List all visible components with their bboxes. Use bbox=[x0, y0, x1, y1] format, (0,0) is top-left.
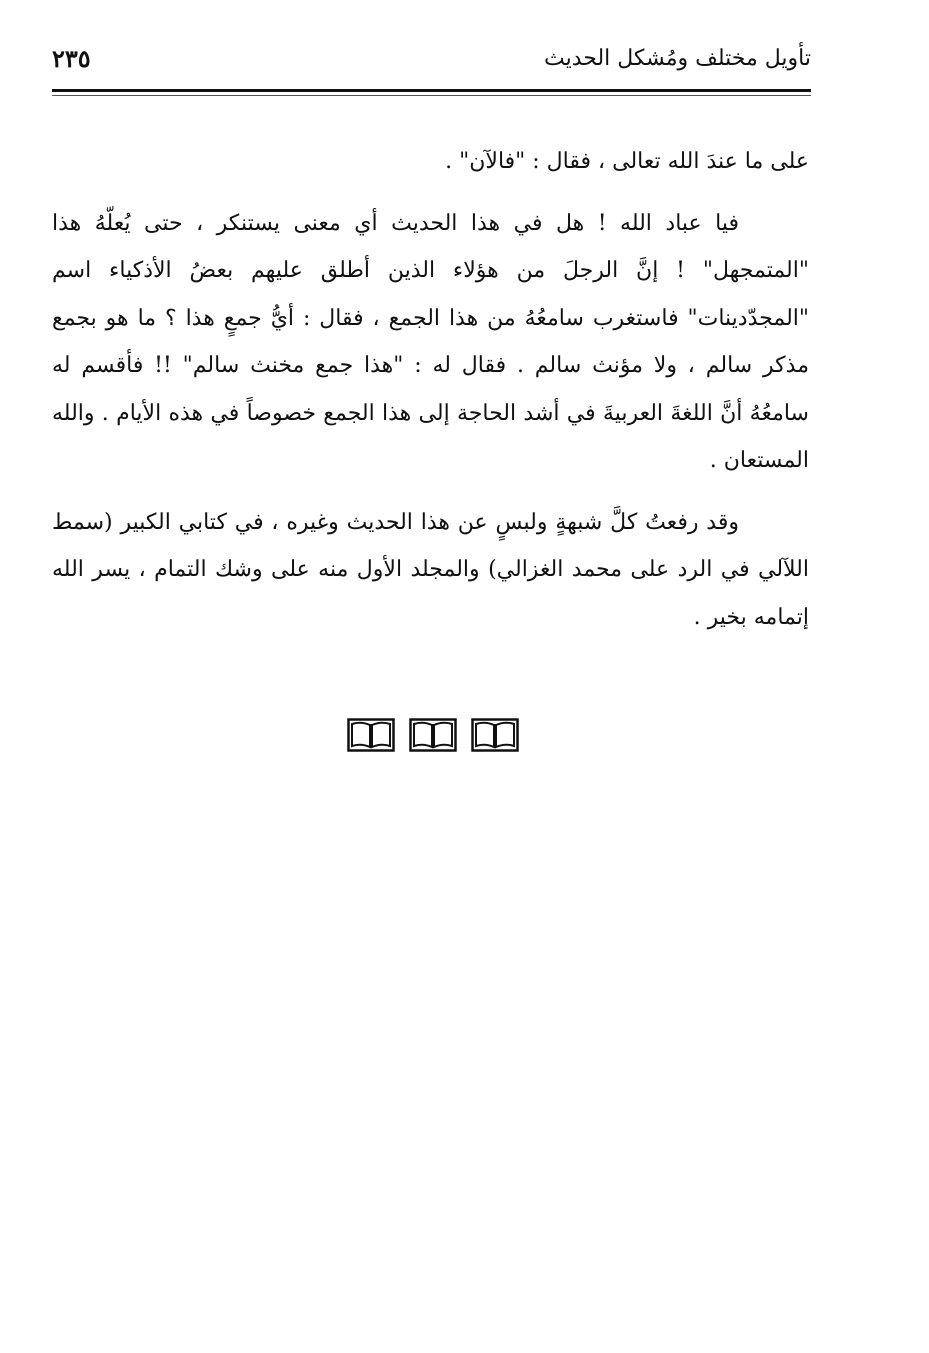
page-number: ٢٣٥ bbox=[52, 44, 91, 73]
running-title: تأويل مختلف ومُشكل الحديث bbox=[543, 46, 811, 71]
end-ornament bbox=[347, 717, 519, 753]
body-text bbox=[52, 138, 809, 641]
page-header bbox=[52, 40, 811, 92]
paragraph-3: وقد رفعتُ كلَّ شبهةٍ ولبسٍ عن هذا الحديث وغيره ، في كتابي الكبير (سمط اللآلي في الرد على محمد الغزالي) والمجلد الأول منه على وشك التمام ، يسر الله إتمامه بخير . bbox=[52, 509, 809, 630]
open-book-icon bbox=[409, 718, 457, 752]
header-rule-thick bbox=[52, 89, 811, 92]
open-book-icon bbox=[471, 718, 519, 752]
open-book-icon bbox=[347, 718, 395, 752]
paragraph-1: على ما عندَ الله تعالى ، فقال : "فالآن" . bbox=[445, 149, 809, 174]
paragraph-2: فيا عباد الله ! هل في هذا الحديث أي معنى يستنكر ، حتى يُعلّهُ هذا "المتمجهل" ! إنَّ الرجلَ من هؤلاء الذين أطلق عليهم بعضُ الأذكياء اسم "المجدّدينات" فاستغرب سامعُهُ من هذا الجمع ، فقال : أيُّ جمعٍ هذا ؟ ما هو بجمع مذكر سالم ، ولا مؤنث سالم . فقال له : "هذا جمع مخنث سالم" !! فأقسم له سامعُهُ أنَّ اللغةَ العربيةَ في أشد الحاجة إلى هذا الجمع خصوصاً في هذه الأيام . والله المستعان . bbox=[52, 210, 809, 473]
header-rule-thin bbox=[52, 95, 811, 96]
